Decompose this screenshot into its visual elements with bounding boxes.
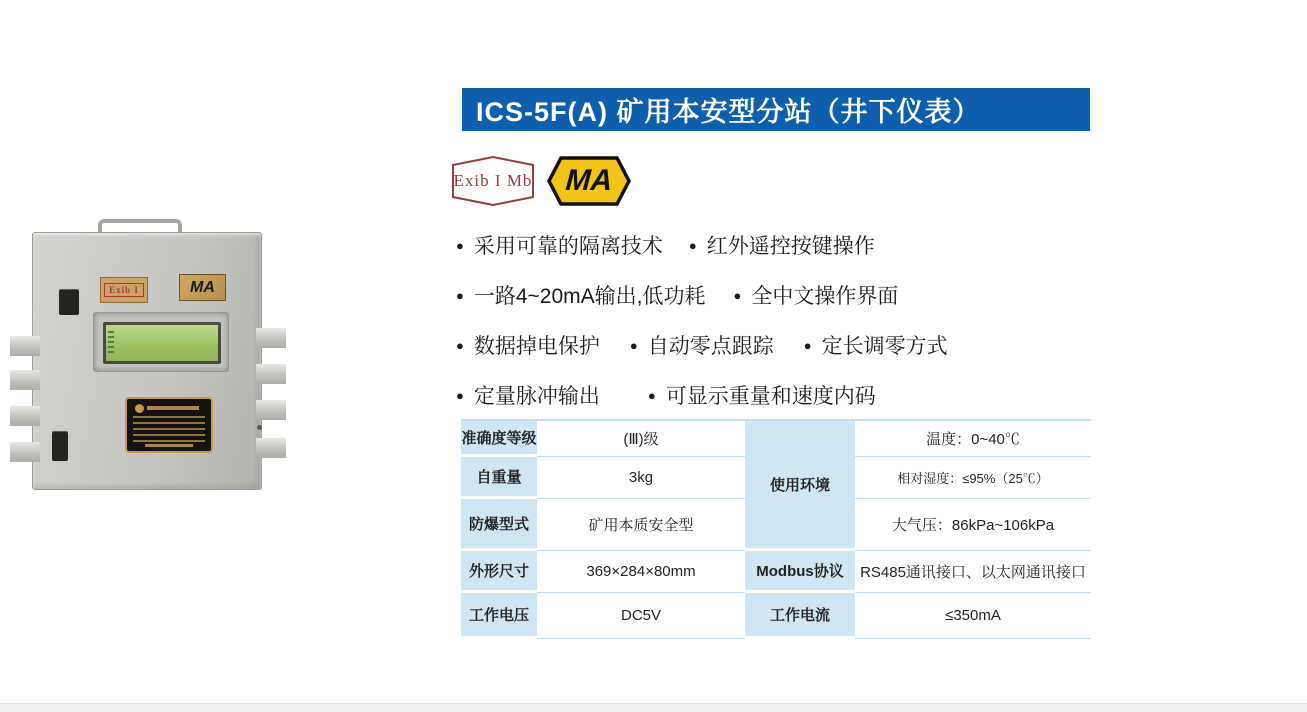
feature-item xyxy=(630,330,774,360)
nameplate-footer-line xyxy=(145,444,193,447)
nameplate-logo xyxy=(135,404,144,413)
cable-gland-right-3 xyxy=(256,400,286,420)
spec-value: 3kg xyxy=(537,457,745,499)
mounting-bracket-right xyxy=(10,229,34,246)
bullet-icon: ● xyxy=(456,337,464,353)
feature-line-2 xyxy=(456,270,1096,320)
spec-value: RS485通讯接口、以太网通讯接口 xyxy=(855,551,1091,593)
spec-table-container xyxy=(461,419,1091,639)
lcd-pixel-marks xyxy=(108,331,114,355)
bullet-icon: ● xyxy=(647,387,656,403)
spec-label: 工作电压 xyxy=(461,593,537,639)
exib-certification-badge xyxy=(452,156,534,206)
device-exib-plate xyxy=(100,277,148,303)
feature-text: 采用可靠的隔离技术 xyxy=(473,235,663,258)
lcd-bezel xyxy=(93,312,229,372)
device-enclosure xyxy=(32,232,262,490)
feature-list xyxy=(456,220,1096,420)
spec-label: 防爆型式 xyxy=(461,499,537,551)
cable-gland-right-4 xyxy=(256,438,286,458)
spec-value: ≤350mA xyxy=(855,593,1091,639)
nameplate-text-lines xyxy=(133,416,205,442)
device-latch-bottom xyxy=(52,431,68,461)
spec-value: 矿用本质安全型 xyxy=(537,499,745,551)
feature-item xyxy=(456,280,706,310)
bullet-icon: ● xyxy=(688,237,697,253)
bullet-icon: ● xyxy=(629,337,638,353)
feature-item xyxy=(456,230,663,260)
device-ma-plate-label: MA xyxy=(190,278,215,296)
spec-label: 准确度等级 xyxy=(461,421,537,457)
product-title-banner xyxy=(462,88,1090,131)
lcd-screen xyxy=(106,325,218,361)
feature-text: 红外遥控按键操作 xyxy=(706,235,875,258)
exib-badge-label: Exib I Mb xyxy=(453,171,533,190)
feature-item xyxy=(648,380,876,410)
lcd-frame xyxy=(103,322,221,364)
table-row xyxy=(461,593,1091,639)
feature-text: 定量脉冲输出 xyxy=(473,385,600,408)
spec-value: 大气压：86kPa~106kPa xyxy=(855,499,1091,551)
product-title: ICS-5F(A) 矿用本安型分站（井下仪表） xyxy=(476,97,981,127)
cable-gland-left-3 xyxy=(10,406,40,426)
spec-label: Modbus协议 xyxy=(745,551,855,593)
feature-text: 一路4~20mA输出,低功耗 xyxy=(473,285,706,308)
bullet-icon: ● xyxy=(803,337,812,353)
cable-gland-left-4 xyxy=(10,442,40,462)
cable-gland-left-2 xyxy=(10,370,40,390)
device-nameplate xyxy=(125,397,213,453)
feature-line-3 xyxy=(456,320,1096,370)
spec-value: (Ⅲ)级 xyxy=(537,421,745,457)
ma-certification-badge xyxy=(547,156,631,206)
cable-gland-right-1 xyxy=(256,328,286,348)
device-screw xyxy=(257,425,262,430)
feature-text: 定长调零方式 xyxy=(821,335,948,358)
bullet-icon: ● xyxy=(733,287,742,303)
product-photo xyxy=(10,210,295,530)
spec-value: DC5V xyxy=(537,593,745,639)
cable-gland-left-1 xyxy=(10,336,40,356)
mounting-bracket-left xyxy=(10,210,36,229)
spec-label: 外形尺寸 xyxy=(461,551,537,593)
feature-text: 可显示重量和速度内码 xyxy=(665,385,876,408)
nameplate-title-line xyxy=(147,406,199,410)
device-exib-plate-label: Exib I xyxy=(104,283,144,297)
spec-label: 工作电流 xyxy=(745,593,855,639)
device-ma-plate xyxy=(179,274,226,301)
feature-text: 数据掉电保护 xyxy=(473,335,600,358)
spec-value: 369×284×80mm xyxy=(537,551,745,593)
bullet-icon: ● xyxy=(456,287,464,303)
feature-line-4 xyxy=(456,370,1096,420)
bullet-icon: ● xyxy=(456,387,464,403)
feature-item xyxy=(456,330,600,360)
page-bottom-strip xyxy=(0,703,1307,712)
table-row xyxy=(461,421,1091,457)
spec-value: 相对湿度：≤95%（25℃） xyxy=(855,457,1091,499)
bullet-icon: ● xyxy=(456,237,464,253)
feature-item xyxy=(734,280,899,310)
feature-text: 全中文操作界面 xyxy=(751,285,899,308)
spec-value: 温度：0~40℃ xyxy=(855,421,1091,457)
feature-item xyxy=(804,330,948,360)
feature-item xyxy=(689,230,875,260)
feature-item xyxy=(456,380,600,410)
device-latch-top xyxy=(59,289,79,315)
spec-label: 自重量 xyxy=(461,457,537,499)
cable-gland-right-2 xyxy=(256,364,286,384)
table-row xyxy=(461,551,1091,593)
feature-text: 自动零点跟踪 xyxy=(647,335,774,358)
feature-line-1 xyxy=(456,220,1096,270)
ma-badge-label: MA xyxy=(564,164,614,197)
spec-table xyxy=(461,419,1091,639)
spec-label-environment: 使用环境 xyxy=(745,421,855,551)
